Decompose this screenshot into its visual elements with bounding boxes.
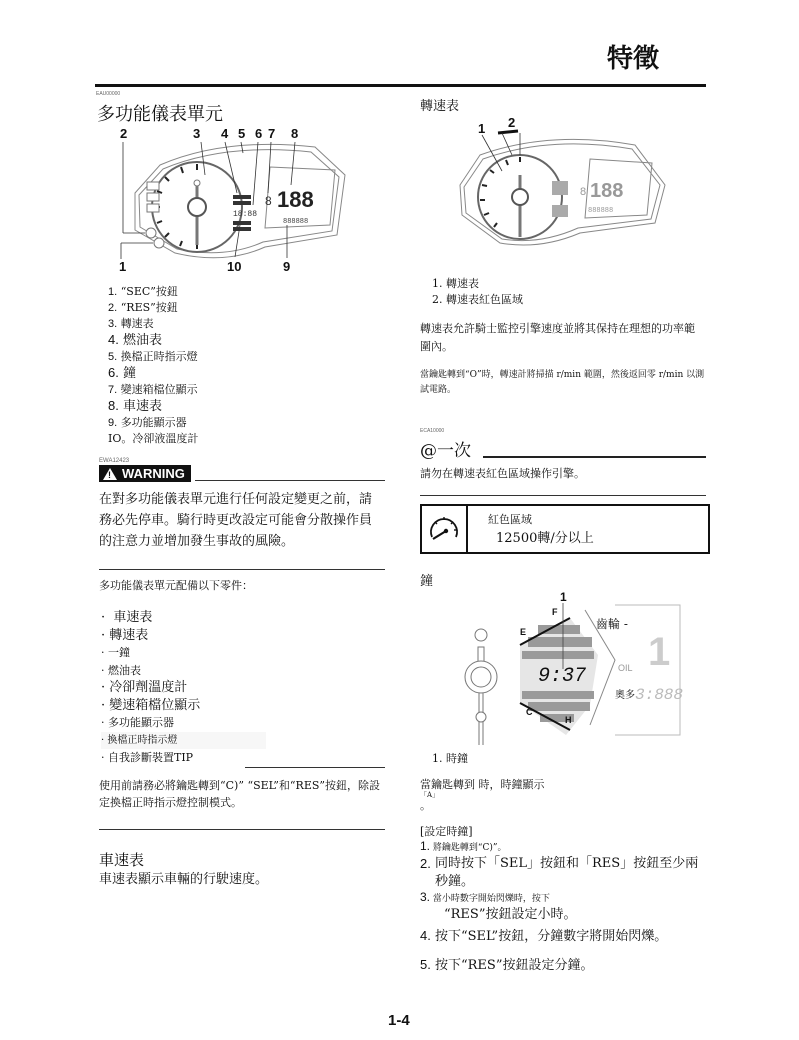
page-title: 特徵 (606, 44, 659, 74)
svg-text:18:88: 18:88 (233, 210, 258, 219)
note-text: 使用前請務必將鑰匙轉到“C)” “SEL”和“RES”按鈕，除設定換檔正時指示燈控制模式。 (99, 779, 381, 809)
svg-text:888888: 888888 (588, 207, 614, 215)
svg-text:10: 10 (227, 259, 242, 274)
step-2: 2. 同時按下「SEL」按鈕和「RES」按鈕至少兩秒鐘。 (420, 856, 699, 889)
svg-text:7: 7 (268, 126, 276, 141)
clock-text-sub: 「A」 (420, 791, 440, 799)
list-item: · 車速表 (101, 610, 153, 625)
svg-text:奧多: 奧多 (615, 690, 635, 701)
svg-text:1: 1 (560, 590, 567, 604)
svg-text:8: 8 (265, 194, 272, 208)
tacho-legend: 1. 轉速表 2. 轉速表紅色區域 (432, 277, 523, 306)
warning-icon: ! (103, 468, 117, 480)
tacho-note: 當鑰匙轉到“O”時，轉速計將掃描 r/min 範圍，然後返回零 r/min 以測試電路。 (420, 370, 705, 395)
tacho-text: 轉速表允許騎士監控引擎速度並將其保持在理想的功率範圍內。 (420, 322, 695, 353)
clock-text-end: 。 (420, 799, 431, 812)
caution-text: 請勿在轉速表紅色區域操作引擎。 (420, 467, 585, 480)
diagram-legend: 1. “SEC”按鈕 2. “RES”按鈕 3. 轉速表 4. 燃油表 5. 換檔正時指示燈 6. 鐘 7. 變速箱檔位顯示 8. 車速表 9. 多功能顯示器 IO。冷卻液溫度計 (108, 285, 199, 445)
svg-text:888888: 888888 (283, 218, 309, 226)
svg-text:H: H (565, 715, 572, 725)
clock-title: 鐘 (420, 574, 434, 589)
svg-text:9: 9 (283, 259, 291, 274)
warning-rule (195, 480, 385, 481)
set-clock-title: [設定時鐘] (420, 825, 473, 838)
svg-text:5: 5 (238, 126, 246, 141)
legend-item: 轉速表 (120, 317, 154, 330)
legend-item: 變速箱檔位顯示 (120, 383, 198, 396)
redzone-value: 12500轉/分以上 (496, 531, 594, 546)
legend-item: 多功能顯示器 (120, 416, 187, 429)
redzone-label: 紅色區域 (488, 513, 532, 526)
clock-diagram (440, 585, 685, 745)
svg-text:F: F (552, 607, 558, 617)
list-item: · 變速箱檔位顯示 (101, 697, 201, 713)
legend-item: 燃油表 (122, 333, 162, 348)
svg-text:OIL: OIL (618, 663, 633, 673)
warning-text: 在對多功能儀表單元進行任何設定變更之前，請務必先停車。騎行時更改設定可能會分散操作員的注意力並增加發生事故的風險。 (99, 492, 373, 549)
legend-item: 鐘 (122, 366, 136, 381)
list-item: · 冷卻劑溫度計 (101, 680, 188, 695)
step-4: 4. 按下“SEL”按鈕，分鐘數字將開始閃爍。 (420, 928, 668, 944)
parts-list (101, 609, 266, 767)
speedometer-text: 車速表顯示車輛的行駛速度。 (99, 872, 269, 887)
caution-rule (483, 456, 706, 458)
svg-text:3:888: 3:888 (635, 686, 684, 704)
warning-badge: ! WARNING (99, 465, 191, 482)
set-clock-steps: 1. 將鑰匙轉到“C)”。 2. 同時按下「SEL」按鈕和「RES」按鈕至少兩秒鐘。 3. 當小時數字開始閃爍時，按下 “RES”按鈕設定小時。 4. 按下“SEL”按鈕，分鐘數字將開始閃爍。 5. 按下“RES”按鈕設定分鐘。 (420, 839, 710, 977)
legend-item: 冷卻液溫度計 (132, 432, 199, 445)
svg-text:6: 6 (255, 126, 263, 141)
svg-text:8: 8 (291, 126, 299, 141)
svg-text:8: 8 (580, 186, 587, 198)
list-item: · 換檔正時指示燈 (101, 732, 266, 750)
warning-code: EWA12423 (99, 458, 130, 464)
parts-end-rule (245, 767, 385, 768)
warning-end-rule (99, 569, 385, 570)
parts-intro: 多功能儀表單元配備以下零件： (99, 579, 253, 592)
svg-text:C: C (526, 707, 533, 717)
clock-legend: 1. 時鐘 (432, 752, 468, 765)
list-item: · 轉速表 (101, 627, 149, 643)
section-title: 多功能儀表單元 (97, 104, 223, 125)
header-rule (95, 84, 706, 87)
legend-item: “RES”按鈕 (120, 301, 178, 314)
step-3: 3. 當小時數字開始閃爍時，按下 (420, 890, 550, 904)
speedometer-title: 車速表 (99, 851, 145, 869)
svg-text:齒輪 -: 齒輪 - (596, 617, 628, 631)
tachometer-gauge-icon (422, 506, 468, 552)
legend-item: “SEC”按鈕 (120, 285, 178, 298)
step-5: 5. 按下“RES”按鈕設定分鐘。 (420, 957, 594, 973)
section-code: EAU00000 (96, 91, 121, 97)
clock-text: 當鑰匙轉到 時，時鐘顯示 (420, 778, 545, 791)
svg-text:1: 1 (478, 121, 486, 136)
svg-text:4: 4 (221, 126, 229, 141)
list-item: · 一鐘 (101, 646, 130, 659)
svg-text:2: 2 (508, 115, 516, 130)
list-item: · 多功能顯示器 (101, 716, 174, 729)
svg-text:1: 1 (648, 630, 671, 674)
legend-item: 車速表 (122, 399, 162, 414)
svg-text:E: E (520, 627, 527, 637)
list-item: · 自我診斷裝置TIP (101, 751, 194, 764)
lcd-speed: 188 (277, 187, 314, 212)
clock-time: 9:37 (538, 665, 587, 688)
svg-text:3: 3 (193, 126, 201, 141)
step-1: 1. 將鑰匙轉到“C)”。 (420, 839, 507, 853)
tachometer-diagram (440, 115, 680, 265)
page-number: 1-4 (388, 1012, 410, 1029)
callout-2: 2 (120, 126, 128, 141)
legend-item: 換檔正時指示燈 (120, 350, 198, 363)
svg-text:1: 1 (119, 259, 127, 274)
list-item: · 燃油表 (101, 663, 141, 677)
svg-text:188: 188 (590, 180, 624, 202)
tacho-title: 轉速表 (420, 99, 460, 114)
redzone-box (420, 504, 710, 554)
caution-code: ECA10000 (420, 428, 445, 434)
caution-end-rule (420, 495, 706, 496)
note-rule (99, 829, 385, 830)
instrument-cluster-diagram (105, 125, 355, 275)
caution-label: @一次 (420, 441, 471, 461)
